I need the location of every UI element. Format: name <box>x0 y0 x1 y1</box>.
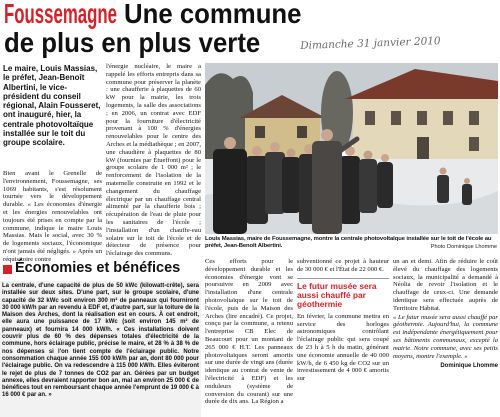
article-intro: Le maire, Louis Massias, le préfet, Jean-Benoît Albertini, le vice-président du conseil régional, Alain Fousseret, ont inauguré, hier, la centrale photovoltaïque installée sur le toit du groupe scolaire. <box>3 64 101 148</box>
article-subheading: Le futur musée sera aussi chauffé par géothermie <box>297 278 389 310</box>
photo-person <box>246 146 268 224</box>
paragraph: subventionné ce projet à hauteur de 30 000 € et l'État de 22 000 €. <box>297 258 389 273</box>
box-text: La centrale, d'une capacité de plus de 50 kWc (kilowatt-crête), sera installée sur deux sites. D'une part, sur le groupe scolaire, d'une capacité de 32 kWc soit environ 300 m² de panneaux qui fourniront 30 000 kW/h par an revendu à EDF et, d'autre part, sur la toiture de la Maison des Arches, dont la réalisation est en cours. À cet endroit, elle aura une puissance de 17 kWc (soit environ 145 m² de panneaux) et fournira 14 000 kW/h. « Ces installations doivent couvrir plus de 60 % des dépenses totales d'électricité de la commune, hors éclairage public, précise le maire, et 28 % à 38 % de nos dépenses si l'on tient compte de l'éclairage public. Notre consommation chaque année 155 000 kW/h par an, dont 80 000 pour l'éclairage public. On va redescendre à 115 000 kW/h. Elles éviteront le rejet de plus de 7 tonnes de CO2 par an. Gérées par un budget annexe, elles devraient rapporter bon an, mal an environ 25 000 € de bénéfices tout en remboursant chaque année l'emprunt de 19 000 € à 16 000 € par an. » <box>0 281 201 417</box>
article-col-a <box>205 258 293 417</box>
square-bullet-icon <box>3 265 12 274</box>
article-body-left <box>3 170 102 263</box>
handwritten-date: Dimanche 31 janvier 2010 <box>300 35 441 52</box>
box-heading: Économies et bénéfices <box>15 260 181 276</box>
photo-person <box>282 149 300 214</box>
photo-credit: Photo Dominique Lhomme <box>430 244 497 250</box>
article-signature: Dominique Lhomme <box>440 363 498 370</box>
headline-title-part1: Une commune <box>124 0 302 29</box>
photo-caption: Louis Massias, maire de Foussemagne, montre la centrale photovoltaïque installée sur le toit de l'école au préfet, Jean-Benoît Albertini. <box>205 236 492 250</box>
article-quote: « Le futur musée sera aussi chauffé par géothermie. Aujourd'hui, la commune est indépendante énergétiquement pour ses bâtiments communaux, excepté la mairie. Notre commune, avec ses petits moyens, montre l'exemple. » <box>393 313 498 360</box>
photo-person <box>340 146 360 224</box>
article-col-c <box>393 258 498 417</box>
photo-person <box>359 151 377 214</box>
paragraph: un an et demi. Afin de réduire le coût élevé du chauffage des logements sociaux, la municipalité a demandé à Néolia de revoir l'isolation et le chauffage de ceux-ci. Une demande identique sera effectuée auprès de Territoire Habitat. <box>393 258 498 312</box>
article-col-b <box>297 258 389 417</box>
headline-place: Foussemagne <box>4 0 117 29</box>
paragraph: Ces efforts pour le développement durable et les économies d'énergie vont se poursuivre en 2009 avec l'installation d'une centrale photovoltaïque sur le toit de l'école, puis de la Maison des Arches (lire encadré). Ce projet, conçu par la commune, a retenu l'entreprise CB Elec de Beaucourt pour un montant de 265 000 € H.T. Les panneaux photovoltaïques seront amortis sur une durée de vingt ans (durée identique au contrat de vente de l'électricité à EDF) et les onduleurs (système de conversion du courant) sur une durée de dix ans. La Région a <box>205 258 293 406</box>
article-photo <box>205 63 498 234</box>
paragraph: En février, la commune mettra en service des horloges astronomiques contrôlant l'éclairage public qui sera coupé de 23 h à 5 h du matin, générant une économie annuelle de 40 000 kW/h, de 6 450 kg de CO2 sur un investissement de 4 000 € amortis sur <box>297 312 389 383</box>
article-body-middle <box>106 63 201 257</box>
paragraph: Bien avant le Grenelle de l'environnement, Foussemagne, ses 1069 habitants, s'est résolument tournée vers le développement durable. « Les économies d'énergie et les énergies renouvelables ont toujours été prises en compte par la commune, indique le maire Louis Massias. Mais le social, avec 30 % de logements sociaux, l'économique n'ont jamais été négligés. » Après un réquisitoire contre <box>3 170 102 263</box>
photo-person <box>213 137 247 234</box>
headline-title-part2: de plus en plus verte <box>4 27 261 58</box>
paragraph: l'énergie nucléaire, le maire a rappelé les efforts entrepris dans sa commune pour préserver la planète : une chaufferie à plaquettes de 60 kW pour la mairie, les trois logements, la salle des associations ; en 2006, un contrat avec EDF pour la fourniture d'électricité provenant à 100 % d'énergies renouvelables pour le centre des Arches et la médiathèque ; en 2007, une chaudière à plaquettes de 80 kW (fournies par Étueffont) pour le groupe scolaire de 1 000 m² ; le renforcement de l'isolation de la maternelle construite en 1992 et le changement du chauffage électrique par un chauffage central alimenté par la chaufferie bois ; récupération de l'eau de pluie pour les sanitaires de l'école ; l'installation d'un chauffe-eau solaire sur le toit de l'école et de détecteur de présence pour l'éclairage des communs. <box>106 63 201 258</box>
